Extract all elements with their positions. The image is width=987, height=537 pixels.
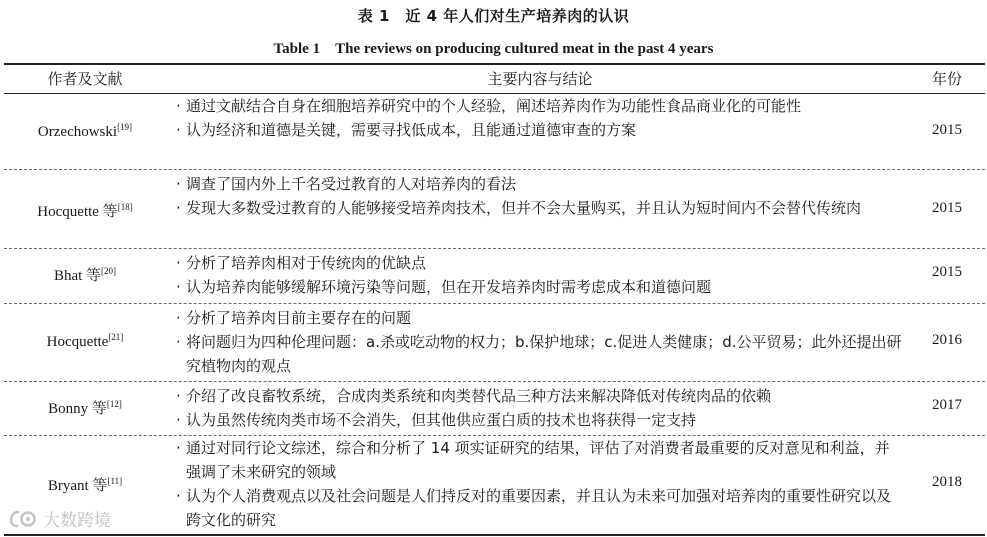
header-author: 作者及文献 — [47, 70, 123, 88]
content-cell — [176, 172, 904, 220]
header-year: 年份 — [931, 70, 962, 88]
bullet-mark: · — [176, 121, 181, 139]
reference-mark: [11] — [107, 476, 123, 486]
bullet-text: 认为培养肉能够缓解环境污染等问题，但在开发培养肉时需考虑成本和道德问题 — [186, 278, 712, 296]
content-cell — [176, 94, 904, 142]
author-name: Hocquette — [46, 334, 109, 350]
author-name: Bonny — [48, 401, 89, 417]
bullet-text: 认为虽然传统肉类市场不会消失，但其他供应蛋白质的技术也将获得一定支持 — [186, 411, 697, 429]
content-cell — [176, 306, 904, 378]
bullet-point — [176, 251, 904, 275]
year-cell: 2017 — [932, 397, 962, 413]
bullet-point — [176, 436, 904, 484]
year-cell: 2015 — [932, 122, 962, 138]
table-caption-zh: 表 1 近 4 年人们对生产培养肉的认识 — [357, 7, 630, 25]
bullet-text: 调查了国内外上千名受过教育的人对培养肉的看法 — [186, 175, 517, 193]
bullet-mark: · — [176, 175, 181, 193]
watermark-logo-icon — [6, 509, 40, 529]
bullet-mark: · — [176, 439, 181, 457]
bullet-point — [176, 196, 904, 220]
table-bottom-rule — [4, 534, 985, 536]
reference-mark: [21] — [108, 332, 124, 342]
table-caption-en: Table 1 The reviews on producing cultured meat in the past 4 years — [273, 41, 714, 57]
reference-mark: [18] — [117, 202, 133, 212]
bullet-text: 发现大多数受过教育的人能够接受培养肉技术，但并不会大量购买，并且认为短时间内不会替代传统肉 — [186, 199, 862, 217]
bullet-mark: · — [176, 254, 181, 272]
bullet-point — [176, 484, 904, 532]
bullet-mark: · — [176, 387, 181, 405]
author-cell — [0, 264, 170, 285]
author-name: Hocquette — [37, 204, 99, 220]
bullet-mark: · — [176, 333, 181, 351]
watermark — [6, 506, 111, 531]
bullet-point — [176, 275, 904, 299]
author-cell — [0, 332, 170, 351]
header-content: 主要内容与结论 — [487, 70, 593, 88]
bullet-mark: · — [176, 487, 181, 505]
bullet-mark: · — [176, 97, 181, 115]
row-separator — [4, 381, 985, 382]
author-name: Bryant — [47, 478, 89, 494]
author-name: Orzechowski — [37, 124, 118, 140]
bullet-text: 介绍了改良畜牧系统，合成肉类系统和肉类替代品三种方法来解决降低对传统肉品的依赖 — [186, 387, 772, 405]
bullet-text: 分析了培养肉目前主要存在的问题 — [186, 309, 412, 327]
table-top-rule — [4, 63, 985, 65]
bullet-text: 分析了培养肉相对于传统肉的优缺点 — [186, 254, 427, 272]
content-cell — [176, 384, 904, 432]
bullet-mark: · — [176, 411, 181, 429]
reference-mark: [19] — [117, 122, 133, 132]
content-cell — [176, 251, 904, 299]
author-cell — [0, 200, 170, 221]
year-cell: 2016 — [932, 332, 962, 348]
row-separator — [4, 303, 985, 304]
content-cell — [176, 436, 904, 532]
bullet-mark: · — [176, 278, 181, 296]
year-cell: 2015 — [932, 200, 962, 216]
reference-mark: [12] — [106, 399, 122, 409]
bullet-text: 认为个人消费观点以及社会问题是人们持反对的重要因素，并且认为未来可加强对培养肉的重要性研究以及跨文化的研究 — [186, 487, 892, 529]
author-cell — [0, 397, 170, 418]
bullet-point — [176, 384, 904, 408]
author-suffix: 等 — [92, 476, 108, 494]
reference-mark: [20] — [101, 266, 117, 276]
watermark-text: 大数跨境 — [43, 511, 111, 531]
row-separator — [4, 169, 985, 170]
row-separator — [4, 248, 985, 249]
year-cell: 2018 — [932, 474, 962, 490]
year-cell: 2015 — [932, 264, 962, 280]
author-suffix: 等 — [102, 202, 118, 220]
author-suffix: 等 — [91, 399, 107, 417]
author-cell — [0, 474, 170, 495]
bullet-text: 通过文献结合自身在细胞培养研究中的个人经验，阐述培养肉作为功能性食品商业化的可能性 — [186, 97, 802, 115]
bullet-point — [176, 94, 904, 118]
bullet-text: 认为经济和道德是关键，需要寻找低成本，且能通过道德审查的方案 — [186, 121, 637, 139]
author-suffix: 等 — [86, 266, 102, 284]
bullet-text: 通过对同行论文综述，综合和分析了 14 项实证研究的结果，评估了对消费者最重要的反对意见和利益，并强调了未来研究的领域 — [186, 439, 890, 481]
bullet-mark: · — [176, 309, 181, 327]
bullet-point — [176, 408, 904, 432]
bullet-point — [176, 330, 904, 378]
bullet-point — [176, 172, 904, 196]
bullet-point — [176, 306, 904, 330]
bullet-mark: · — [176, 199, 181, 217]
bullet-text: 将问题归为四种伦理问题：a.杀或吃动物的权力；b.保护地球；c.促进人类健康；d.公平贸易；此外还提出研究植物肉的观点 — [186, 333, 902, 375]
author-cell — [0, 122, 170, 141]
author-name: Bhat — [53, 268, 83, 284]
bullet-point — [176, 118, 904, 142]
